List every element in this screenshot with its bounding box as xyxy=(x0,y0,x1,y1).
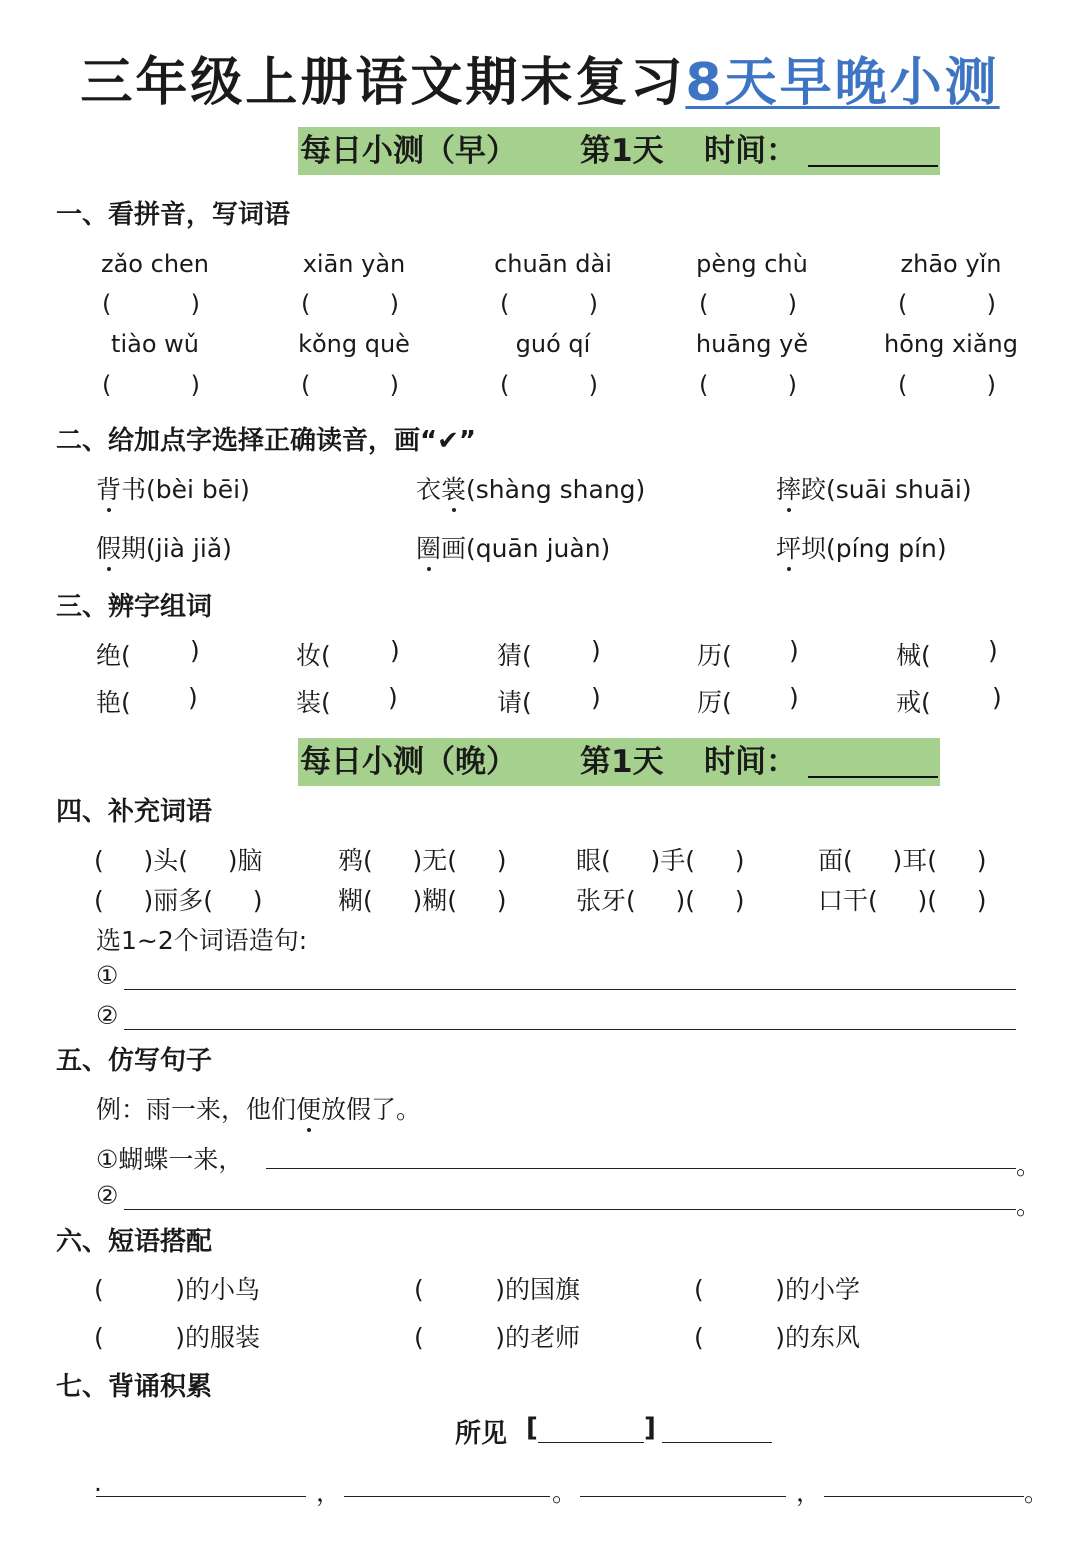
band-label: 每日小测（早） xyxy=(300,133,517,169)
sentence-prompt: 选1~2个词语造句: xyxy=(96,926,308,955)
poem-line-blank[interactable] xyxy=(96,1496,306,1497)
answer-blank[interactable]: ( ) xyxy=(301,371,399,399)
pinyin: guó qí xyxy=(515,330,591,358)
period: 。 xyxy=(552,1478,578,1507)
idiom-blank[interactable]: 口干( )( ) xyxy=(818,886,987,915)
answer-blank[interactable]: ( ) xyxy=(699,290,797,318)
comma: ， xyxy=(316,1478,342,1507)
example-sentence: 例：雨一来，他们便放假了。 xyxy=(96,1090,421,1126)
pinyin: pèng chù xyxy=(696,250,808,278)
idiom-blank[interactable]: 鸦( )无( ) xyxy=(338,846,507,875)
sentence-line[interactable] xyxy=(124,1029,1016,1030)
sentence-line[interactable] xyxy=(266,1168,1016,1169)
section-3-heading: 三、辨字组词 xyxy=(56,592,213,622)
time-blank[interactable] xyxy=(808,165,938,167)
pinyin: tiào wǔ xyxy=(111,330,199,358)
word-group-item[interactable]: 厉( ) xyxy=(697,683,799,717)
dynasty-blank[interactable] xyxy=(538,1442,644,1443)
section-4-heading: 四、补充词语 xyxy=(56,797,213,827)
idiom-blank[interactable]: 糊( )糊( ) xyxy=(338,886,507,915)
band-day: 第1天 xyxy=(580,744,664,780)
answer-blank[interactable]: ( ) xyxy=(500,290,598,318)
idiom-blank[interactable]: 面( )耳( ) xyxy=(818,846,987,875)
period: 。 xyxy=(1024,1478,1050,1507)
title-main: 三年级上册语文期末复习 xyxy=(80,53,686,113)
phrase-blank[interactable]: ( )的老师 xyxy=(414,1323,581,1352)
idiom-blank[interactable]: 眼( )手( ) xyxy=(576,846,745,875)
author-blank[interactable] xyxy=(662,1442,772,1443)
answer-blank[interactable]: ( ) xyxy=(102,371,200,399)
poem-line-blank[interactable] xyxy=(580,1496,786,1497)
answer-blank[interactable]: ( ) xyxy=(898,290,996,318)
word-group-item[interactable]: 猜( ) xyxy=(497,636,601,670)
answer-blank[interactable]: ( ) xyxy=(102,290,200,318)
reading-item[interactable]: 摔跤(suāi shuāi) xyxy=(776,470,972,506)
line-marker: . xyxy=(94,1468,102,1497)
sentence-line[interactable] xyxy=(124,1209,1016,1210)
poem-title: 所见 xyxy=(455,1419,508,1449)
phrase-blank[interactable]: ( )的服装 xyxy=(94,1323,261,1352)
reading-item[interactable]: 假期(jià jiǎ) xyxy=(96,529,232,565)
answer-blank[interactable]: ( ) xyxy=(898,371,996,399)
reading-item[interactable]: 衣裳(shàng shang) xyxy=(416,470,645,506)
time-blank[interactable] xyxy=(808,776,938,778)
idiom-blank[interactable]: 张牙( )( ) xyxy=(576,886,745,915)
period: 。 xyxy=(1016,1191,1042,1220)
phrase-blank[interactable]: ( )的东风 xyxy=(694,1323,861,1352)
item-number: ② xyxy=(96,1001,119,1030)
pinyin: chuān dài xyxy=(494,250,612,278)
section-1-heading: 一、看拼音，写词语 xyxy=(56,200,291,230)
bracket: [ xyxy=(526,1413,538,1443)
answer-blank[interactable]: ( ) xyxy=(699,371,797,399)
item-number: ② xyxy=(96,1181,119,1210)
reading-item[interactable]: 背书(bèi bēi) xyxy=(96,470,250,506)
poem-line-blank[interactable] xyxy=(824,1496,1024,1497)
word-group-item[interactable]: 装( ) xyxy=(296,683,398,717)
pinyin: huāng yě xyxy=(695,330,809,358)
poem-line-blank[interactable] xyxy=(344,1496,550,1497)
section-7-heading: 七、背诵积累 xyxy=(56,1372,213,1402)
word-group-item[interactable]: 艳( ) xyxy=(96,683,198,717)
section-6-heading: 六、短语搭配 xyxy=(56,1227,213,1257)
idiom-blank[interactable]: ( )头( )脑 xyxy=(94,846,263,875)
pinyin: xiān yàn xyxy=(302,250,406,278)
word-group-item[interactable]: 请( ) xyxy=(497,683,601,717)
word-group-item[interactable]: 戒( ) xyxy=(896,683,1002,717)
imitation-prompt: ①蝴蝶一来， xyxy=(96,1145,244,1174)
phrase-blank[interactable]: ( )的小学 xyxy=(694,1275,861,1304)
word-group-item[interactable]: 械( ) xyxy=(896,636,998,670)
sentence-line[interactable] xyxy=(124,989,1016,990)
item-number: ① xyxy=(96,961,119,990)
band-day: 第1天 xyxy=(580,133,664,169)
answer-blank[interactable]: ( ) xyxy=(500,371,598,399)
bracket: ] xyxy=(644,1413,656,1443)
word-group-item[interactable]: 历( ) xyxy=(697,636,799,670)
period: 。 xyxy=(1016,1151,1042,1180)
page-title xyxy=(0,40,1080,115)
band-time-label: 时间： xyxy=(704,744,797,780)
phrase-blank[interactable]: ( )的小鸟 xyxy=(94,1275,261,1304)
evening-quiz-band xyxy=(298,738,940,786)
band-time-label: 时间： xyxy=(704,133,797,169)
reading-item[interactable]: 圈画(quān juàn) xyxy=(416,529,610,565)
morning-quiz-band xyxy=(298,127,940,175)
idiom-blank[interactable]: ( )丽多( ) xyxy=(94,886,263,915)
answer-blank[interactable]: ( ) xyxy=(301,290,399,318)
phrase-blank[interactable]: ( )的国旗 xyxy=(414,1275,581,1304)
word-group-item[interactable]: 绝( ) xyxy=(96,636,200,670)
pinyin: zhāo yǐn xyxy=(900,250,1002,278)
comma: ， xyxy=(796,1478,822,1507)
title-highlight: 8天早晚小测 xyxy=(685,53,1000,113)
section-5-heading: 五、仿写句子 xyxy=(56,1046,213,1076)
word-group-item[interactable]: 妆( ) xyxy=(296,636,400,670)
pinyin: zǎo chen xyxy=(101,250,209,278)
pinyin: hōng xiǎng xyxy=(884,330,1018,358)
band-label: 每日小测（晚） xyxy=(300,744,517,780)
pinyin: kǒng què xyxy=(298,330,410,358)
reading-item[interactable]: 坪坝(píng pín) xyxy=(776,529,947,565)
section-2-heading: 二、给加点字选择正确读音，画“✔” xyxy=(56,426,476,456)
